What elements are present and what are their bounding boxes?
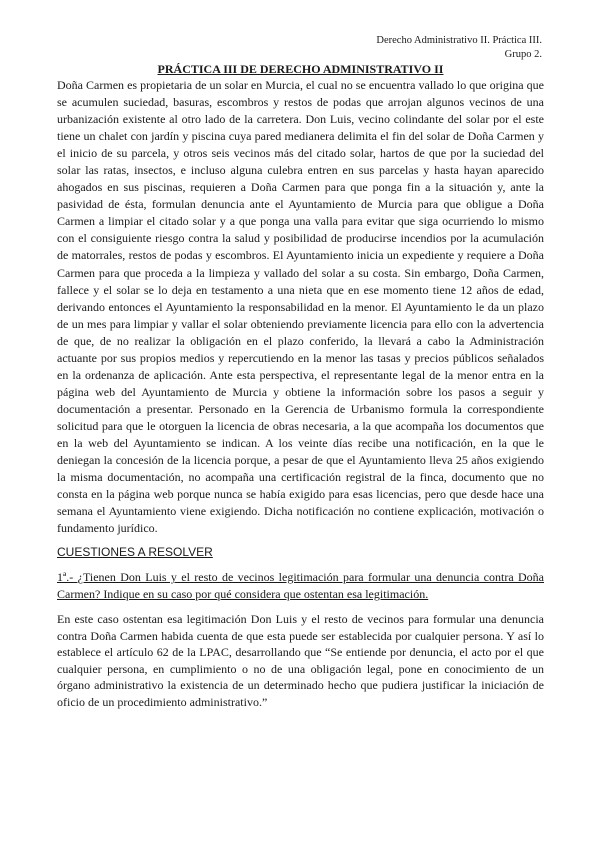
case-statement-paragraph: Doña Carmen es propietaria de un solar en Murcia, el cual no se encuentra vallado lo que origina que se acumulen suciedad, basuras, escombros y restos de podas que arrojan algunos vecinos de una urbanización existente al otro lado de la carretera. Don Luis, vecino colindante del solar por el este tiene un chalet con jardín y piscina cuya pared medianera delimita el fin del solar de Doña Carmen y el inicio de su parcela, y otros seis vecinos más del citado solar, hartos de que por la suciedad del solar las ratas, insectos, e incluso alguna culebra entren en sus parcelas y hasta hayan aparecido ahogados en sus piscinas, requieren a Doña Carmen para que ponga fin a la situación y, ante la pasividad de ésta, formulan denuncia ante el Ayuntamiento de Murcia para que obligue a Doña Carmen a limpiar el citado solar y a que ponga una valla para evitar que siga ocurriendo lo mismo con el consiguiente riesgo contra la salud y posibilidad de producirse incendios por la acumulación de matorrales, restos de podas y escombros. El Ayuntamiento inicia un expediente y requiere a Doña Carmen para que proceda a la limpieza y vallado del solar a su costa. Sin embargo, Doña Carmen, fallece y el solar se lo deja en testamento a una nieta que en ese momento tiene 12 años de edad, derivando entonces el Ayuntamiento la responsabilidad en la menor. El Ayuntamiento le da un plazo de un mes para limpiar y vallar el solar obteniendo previamente licencia para ello con la advertencia de que, de no realizar la obligación en el plazo conferido, la llevará a cabo la Administración actuante por sus propios medios y repercutiendo en la menor las tasas y precios públicos señalados en la ordenanza de aplicación. Ante esta perspectiva, el representante legal de la menor entra en la página web del Ayuntamiento de Murcia y obtiene la información sobre los pasos a seguir y documentación a presentar. Personado en la Gerencia de Urbanismo formula la correspondiente solicitud para que le otorguen la licencia de obras necesaria, a la que acompaña los documentos que en la web del Ayuntamiento se indican. A los veinte días recibe una notificación, en la que le deniegan la concesión de la licencia porque, a pesar de que el Ayuntamiento lleva 25 años exigiendo la misma documentación, no acompaña una certificación registral de la finca, documento que no consta en la página web porque nunca se había exigido para esas licencias, pero que desde hace una semana el Ayuntamiento viene exigiendo. Dicha notificación no contiene explicación, motivación o fundamento jurídico.	[57, 78, 544, 536]
header-group-line: Grupo 2.	[504, 49, 542, 60]
header-course-line: Derecho Administrativo II. Práctica III.	[376, 35, 542, 46]
section-heading-questions: CUESTIONES A RESOLVER	[57, 545, 213, 560]
question-1: 1ª.- ¿Tienen Don Luis y el resto de vecinos legitimación para formular una denuncia contra Doña Carmen? Indique en su caso por qué considera que ostentan esa legitimación.	[57, 570, 544, 601]
document-title: PRÁCTICA III DE DERECHO ADMINISTRATIVO II	[157, 62, 444, 76]
document-body	[57, 62, 544, 710]
page-header	[376, 34, 542, 62]
answer-1-paragraph: En este caso ostentan esa legitimación Don Luis y el resto de vecinos para formular una denuncia contra Doña Carmen habida cuenta de que esta puede ser establecida por cualquier persona. Y así lo establece el artículo 62 de la LPAC, desarrollando que “Se entiende por denuncia, el acto por el que cualquier persona, en cumplimiento o no de una obligación legal, pone en conocimiento de un órgano administrativo la existencia de un determinado hecho que pudiera justificar la iniciación de oficio de un procedimiento administrativo.”	[57, 612, 544, 709]
